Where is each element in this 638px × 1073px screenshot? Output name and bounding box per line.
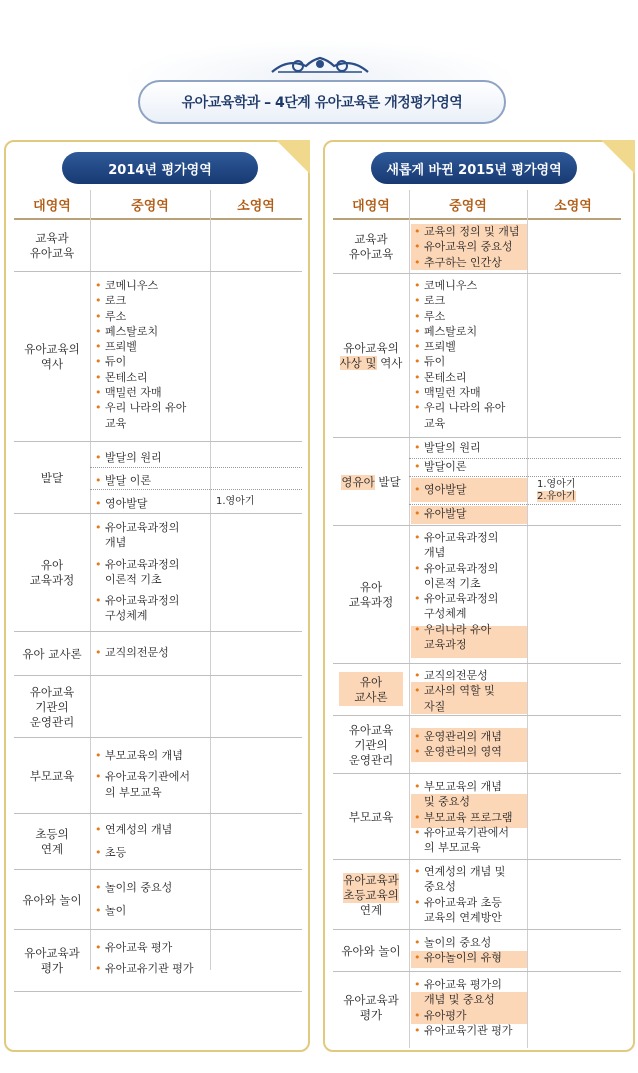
list-item: • 초등 [94, 845, 212, 860]
list-item: • 유아교육과정의 이론적 기초 [94, 557, 212, 588]
table-row [14, 738, 302, 814]
table-row [14, 514, 302, 632]
list-item: • 우리나라 유아 교육과정 [413, 622, 531, 653]
list-item: • 놀이의 중요성 [94, 880, 212, 895]
panel-title-2014: 2014년 평가영역 [62, 152, 258, 184]
list-item: • 발달이론 [413, 457, 531, 476]
item-list [94, 520, 212, 624]
list-item: • 유아교육과정의 구성체계 [413, 591, 531, 622]
list-item: • 유아놀이의 유형 [413, 950, 531, 965]
item-list [94, 822, 212, 861]
minor-highlight: 2.유아기 [537, 491, 576, 502]
item-list [94, 278, 212, 431]
major-cell: 유아 교육과정 [29, 558, 75, 587]
list-item: • 추구하는 인간상 [413, 255, 531, 270]
list-item: • 유아교육과정의 이론적 기초 [413, 561, 531, 592]
list-item: • 영아발달 [94, 492, 212, 515]
list-item: • 로크 [413, 293, 531, 308]
item-list [94, 748, 212, 800]
list-item: • 코메니우스 [413, 278, 531, 293]
table-row [333, 716, 621, 774]
major-cell: 초등의 연계 [35, 827, 69, 856]
major-highlight: 유아교육과 초등교육의 [343, 872, 399, 902]
minor-cell: 1.영아기 [537, 479, 576, 490]
major-cell [333, 274, 409, 438]
major-text-row [340, 356, 403, 371]
col-middle: 중영역 [131, 198, 169, 214]
table-row [14, 220, 302, 272]
list-item: • 놀이 [94, 903, 212, 918]
page-title: 유아교육학과 – 4단계 유아교육론 개정평가영역 [138, 80, 506, 124]
col-minor: 소영역 [237, 198, 275, 214]
list-item: • 유아교육 평가의 개념 및 중요성 [413, 977, 537, 1008]
list-item: • 연계성의 개념 및 중요성 [413, 864, 531, 895]
list-item: • 유아교육기관에서 의 부모교육 [413, 825, 531, 856]
item-list [413, 935, 531, 966]
minor-cell-highlight [537, 490, 576, 503]
table-row [333, 220, 621, 274]
item-list [413, 530, 531, 652]
col-minor: 소영역 [554, 198, 592, 214]
list-item: • 듀이 [94, 354, 212, 369]
table-row [333, 860, 621, 930]
list-item: • 페스탈로치 [413, 324, 531, 339]
list-item: • 발달의 원리 [413, 438, 531, 457]
list-item: • 교직의전문성 [94, 645, 212, 660]
major-cell: 유아 교사론 [22, 646, 82, 661]
list-item: • 부모교육의 개념 및 중요성 [413, 779, 531, 810]
major-cell: 부모교육 [29, 768, 75, 783]
item-list [413, 278, 531, 431]
list-item: • 교사의 역할 및 자질 [413, 683, 531, 714]
item-list [413, 779, 531, 855]
major-cell [333, 860, 409, 930]
item-list [413, 977, 537, 1038]
table-row [333, 774, 621, 860]
list-item: • 연계성의 개념 [94, 822, 212, 837]
col-middle: 중영역 [449, 198, 487, 214]
header [0, 0, 638, 135]
item-list [94, 645, 212, 660]
major-text: 역사 [380, 356, 403, 370]
major-cell: 발달 [40, 470, 64, 485]
list-item: • 운영관리의 영역 [413, 744, 531, 759]
table-row [333, 664, 621, 716]
panel-2015 [323, 140, 635, 1052]
item-list [413, 864, 531, 925]
major-cell: 유아교육과 평가 [343, 993, 399, 1022]
list-item: • 우리 나라의 유아 교육 [94, 400, 212, 431]
list-item: • 맥밀런 자매 [94, 385, 212, 400]
minor-cell: 1.영아기 [216, 496, 255, 507]
table-row [14, 814, 302, 870]
list-item: • 교육의 정의 및 개념 [413, 224, 531, 239]
major-cell: 유아교육의 역사 [24, 342, 80, 371]
corner-decoration [276, 140, 310, 174]
major-text: 발달 [378, 474, 401, 489]
major-highlight: 영유아 [341, 474, 375, 489]
major-cell: 교육과 유아교육 [348, 232, 394, 261]
table-row [333, 972, 621, 1044]
list-item: • 루소 [413, 309, 531, 324]
list-item: • 발달의 원리 [94, 446, 212, 469]
dotted-divider [90, 467, 302, 468]
list-item: • 유아평가 [413, 1008, 537, 1023]
list-item: • 로크 [94, 293, 212, 308]
table-row [14, 442, 302, 514]
list-item: • 유아교육과정의 개념 [413, 530, 531, 561]
list-item: • 부모교육 프로그램 [413, 810, 531, 825]
table-row [333, 526, 621, 664]
list-item: • 프뢰벨 [94, 339, 212, 354]
table-row [333, 930, 621, 972]
ornament-icon [268, 54, 372, 76]
major-cell: 유아 교사론 [354, 675, 388, 704]
list-item: • 교직의전문성 [413, 668, 531, 683]
table-row [14, 676, 302, 738]
item-list [413, 438, 531, 525]
col-major: 대영역 [352, 198, 390, 214]
list-item: • 부모교육의 개념 [94, 748, 212, 763]
list-item: • 유아교육과 초등 교육의 연계방안 [413, 895, 531, 926]
item-list [94, 880, 212, 919]
list-item: • 유아교육과정의 구성체계 [94, 593, 212, 624]
major-cell: 교육과 유아교육 [29, 231, 75, 260]
table-row [14, 632, 302, 676]
table-row [333, 274, 621, 438]
major-text: 유아교육의 [343, 341, 399, 355]
list-item: • 유아교육과정의 개념 [94, 520, 212, 551]
list-item: • 유아교유기관 평가 [94, 961, 218, 976]
item-list [94, 940, 218, 977]
table-row [14, 272, 302, 442]
table-row [14, 870, 302, 930]
major-cell: 유아 교육과정 [348, 580, 394, 609]
list-item: • 유아교육기관에서 의 부모교육 [94, 769, 212, 800]
panel-2014 [4, 140, 310, 1052]
major-text: 연계 [359, 902, 383, 917]
item-list [413, 729, 531, 760]
item-list [94, 446, 212, 515]
list-item: • 우리 나라의 유아 교육 [413, 400, 531, 431]
item-list [413, 224, 531, 270]
major-cell: 유아교육과 평가 [24, 946, 80, 975]
major-highlight: 사상 및 [339, 356, 377, 370]
list-item: • 유아교육의 중요성 [413, 239, 531, 254]
list-item: • 유아교육 평가 [94, 940, 218, 955]
list-item: • 페스탈로치 [94, 324, 212, 339]
list-item: • 몬테소리 [413, 370, 531, 385]
list-item: • 영아발달 [413, 476, 531, 503]
list-item: • 프뢰벨 [413, 339, 531, 354]
major-cell: 유아와 놀이 [341, 943, 401, 958]
major-cell: 유아교육 기관의 운영관리 [29, 684, 75, 729]
list-item: • 맥밀런 자매 [413, 385, 531, 400]
list-item: • 운영관리의 개념 [413, 729, 531, 744]
list-item: • 몬테소리 [94, 370, 212, 385]
list-item: • 발달 이론 [94, 469, 212, 492]
list-item: • 놀이의 중요성 [413, 935, 531, 950]
list-item: • 코메니우스 [94, 278, 212, 293]
col-major: 대영역 [33, 198, 71, 214]
major-cell [333, 438, 409, 526]
major-cell: 부모교육 [348, 809, 394, 824]
item-list [413, 668, 531, 714]
list-item: • 듀이 [413, 354, 531, 369]
major-cell: 유아교육 기관의 운영관리 [348, 722, 394, 767]
list-item: • 루소 [94, 309, 212, 324]
list-item: • 유아발달 [413, 503, 531, 525]
table-row [333, 438, 621, 526]
dotted-divider [90, 489, 302, 490]
panel-title-2015: 새롭게 바뀐 2015년 평가영역 [371, 152, 577, 184]
corner-decoration [601, 140, 635, 174]
list-item: • 유아교육기관 평가 [413, 1023, 537, 1038]
major-cell: 유아와 놀이 [22, 892, 82, 907]
table-row [14, 930, 302, 992]
